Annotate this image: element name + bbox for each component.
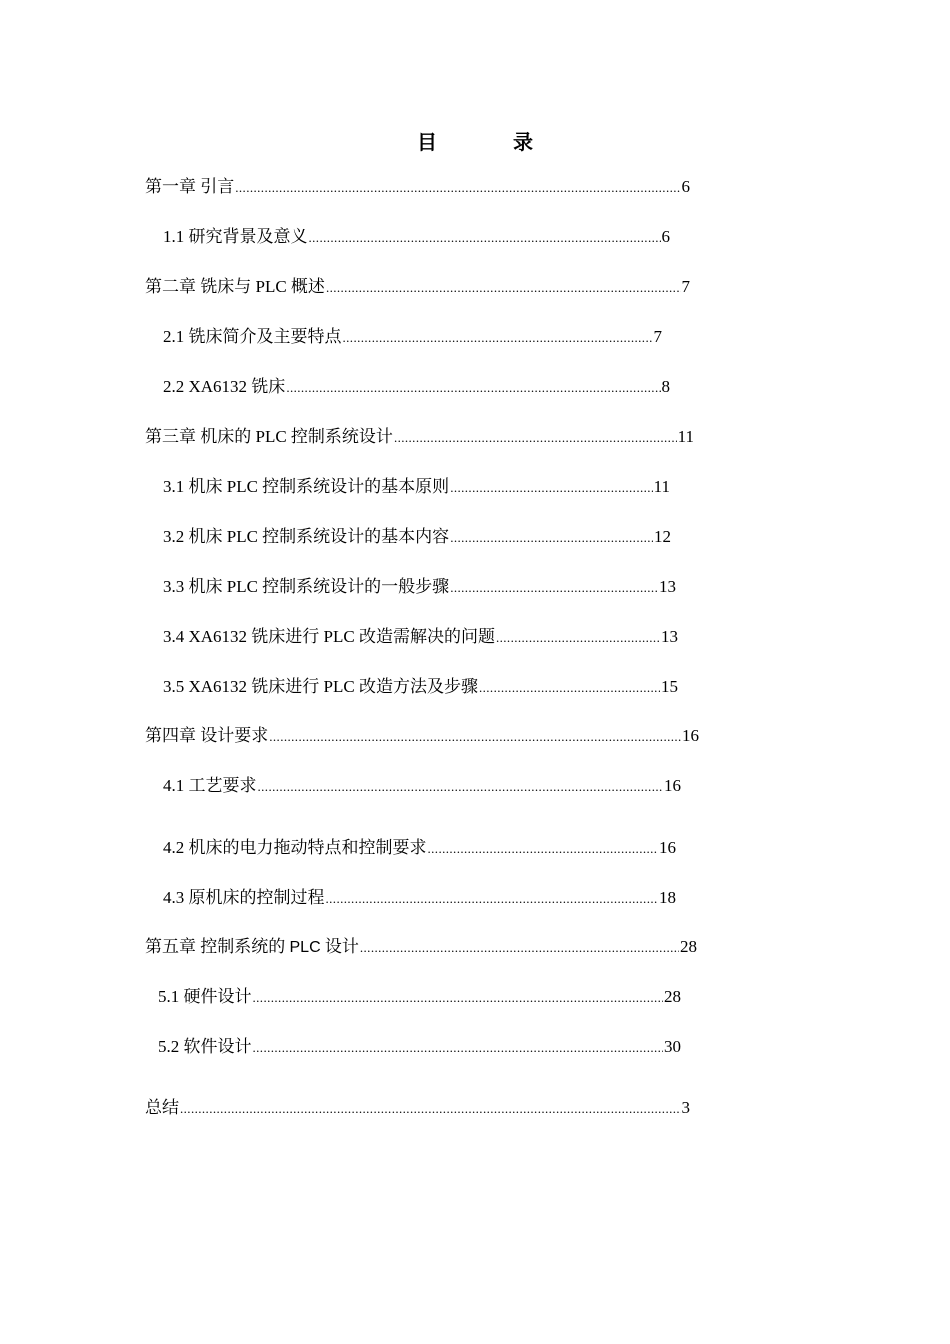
toc-entry-text: 2.2 XA6132 铣床 [163,377,286,396]
toc-entry-text: 3.1 机床 PLC 控制系统设计的基本原则 [163,477,450,496]
toc-entry-text: 4.2 机床的电力拖动特点和控制要求 [163,838,427,857]
toc-entry-chapter-1[interactable] [145,175,690,199]
toc-entry-text-part-b: PLC [289,939,321,956]
toc-entry-text: 4.1 工艺要求 [163,776,257,795]
toc-entry-text: 3.2 机床 PLC 控制系统设计的基本内容 [163,527,450,546]
toc-entry-1-1[interactable] [163,225,670,249]
toc-entry-chapter-5[interactable] [145,935,697,959]
toc-entry-text: 第一章 引言 [145,177,235,196]
toc-entry-text: 3.4 XA6132 铣床进行 PLC 改造需解决的问题 [163,627,495,646]
toc-entry-text: 2.1 铣床简介及主要特点 [163,327,342,346]
toc-page-number: 11 [653,477,670,496]
toc-leader [235,176,680,200]
toc-leader [394,426,677,450]
toc-entry-text: 3.3 机床 PLC 控制系统设计的一般步骤 [163,577,450,596]
toc-entry-4-3[interactable] [163,886,676,910]
toc-entry-text: 第二章 铣床与 PLC 概述 [145,277,325,296]
toc-page-number: 16 [659,838,676,857]
toc-entry-text: 1.1 研究背景及意义 [163,227,308,246]
toc-entry-text-part-a: 第五章 控制系统的 [145,937,290,956]
toc-leader [450,576,658,600]
toc-page-number: 7 [681,277,690,296]
toc-page-number: 7 [653,327,662,346]
toc-entry-text [145,935,359,960]
toc-entry-text: 第四章 设计要求 [145,726,269,745]
toc-leader [360,936,679,960]
toc-leader [326,887,659,911]
toc-leader [309,226,661,250]
toc-leader [326,276,681,300]
toc-entry-chapter-4[interactable] [145,724,699,748]
toc-page-number: 16 [664,776,681,795]
toc-leader [286,376,660,400]
toc-entry-text: 5.2 软件设计 [158,1037,252,1056]
toc-leader [258,775,664,799]
toc-entry-4-1[interactable] [163,774,681,798]
toc-page-number: 12 [654,527,671,546]
toc-leader [450,476,652,500]
toc-entry-4-2[interactable] [163,836,676,860]
toc-entry-3-5[interactable] [163,675,678,699]
toc-page-number: 30 [664,1037,681,1056]
toc-page-number: 15 [661,677,678,696]
toc-leader [269,725,681,749]
toc-page-number: 6 [661,227,670,246]
toc-page-number: 18 [659,888,676,907]
toc-page-number: 13 [661,627,678,646]
toc-leader [253,986,664,1010]
toc-entry-summary[interactable] [145,1096,690,1120]
toc-leader [343,326,653,350]
toc-entry-3-4[interactable] [163,625,678,649]
toc-page-number: 13 [659,577,676,596]
toc-leader [479,676,660,700]
toc-entry-text: 第三章 机床的 PLC 控制系统设计 [145,427,393,446]
toc-entry-text: 4.3 原机床的控制过程 [163,888,325,907]
toc-entry-text: 5.1 硬件设计 [158,987,252,1006]
toc-entry-2-2[interactable] [163,375,670,399]
toc-entry-chapter-3[interactable] [145,425,694,449]
toc-page-number: 16 [682,726,699,745]
toc-entry-text-part-c: 设计 [320,937,359,956]
toc-page-number: 11 [677,427,694,446]
toc-page-number: 28 [664,987,681,1006]
toc-title-left: 目 [417,132,437,154]
toc-leader [180,1097,681,1121]
toc-page-number: 6 [681,177,690,196]
toc-entry-2-1[interactable] [163,325,662,349]
toc-entry-text: 总结 [145,1098,179,1117]
toc-entry-text: 3.5 XA6132 铣床进行 PLC 改造方法及步骤 [163,677,478,696]
toc-page-number: 8 [661,377,670,396]
toc-title [0,126,950,155]
toc-entry-chapter-2[interactable] [145,275,690,299]
toc-leader [428,837,659,861]
toc-entry-3-2[interactable] [163,525,671,549]
toc-leader [253,1036,664,1060]
toc-page-number: 28 [680,937,697,956]
toc-leader [496,626,660,650]
toc-leader [450,526,653,550]
toc-entry-3-3[interactable] [163,575,676,599]
toc-entry-5-2[interactable] [158,1035,681,1059]
toc-title-right: 录 [513,132,533,154]
toc-entry-3-1[interactable] [163,475,670,499]
toc-entry-5-1[interactable] [158,985,681,1009]
toc-page-number: 3 [681,1098,690,1117]
